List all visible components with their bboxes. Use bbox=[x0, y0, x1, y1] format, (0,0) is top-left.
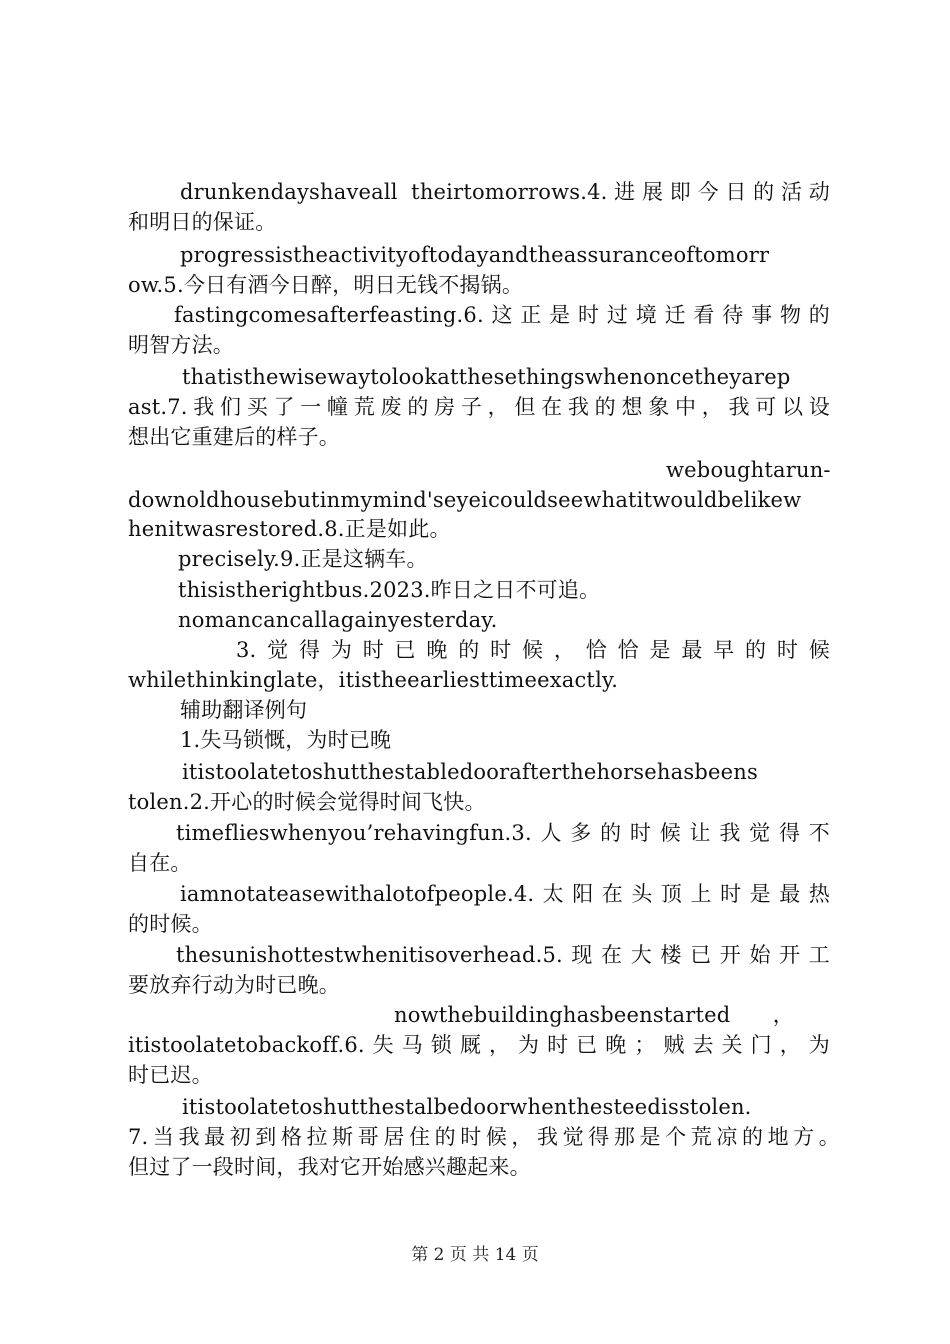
text-line: ow.5.今日有酒今日醉，明日无钱不揭锅。 bbox=[128, 273, 524, 297]
text-line: 时已迟。 bbox=[128, 1063, 213, 1087]
page-number-footer: 第 2 页 共 14 页 bbox=[411, 1245, 539, 1265]
text-line: weboughtarun- bbox=[666, 458, 831, 482]
text-line: itistoolatetobackoff.6.失马锁厩，为时已晚；贼去关门，为 bbox=[128, 1033, 830, 1057]
text-line: nomancancallagainyesterday. bbox=[178, 608, 498, 632]
text-line: 想出它重建后的样子。 bbox=[128, 425, 340, 449]
text-line: henitwasrestored.8.正是如此。 bbox=[128, 517, 451, 541]
text-line: 7.当我最初到格拉斯哥居住的时候，我觉得那是个荒凉的地方。 bbox=[128, 1125, 840, 1149]
text-line: tolen.2.开心的时候会觉得时间飞快。 bbox=[128, 790, 486, 814]
text-line: fastingcomesafterfeasting.6.这正是时过境迁看待事物的 bbox=[174, 303, 830, 327]
text-line: 要放弃行动为时已晚。 bbox=[128, 973, 340, 997]
text-line: 自在。 bbox=[128, 851, 192, 875]
text-line: iamnotateasewithalotofpeople.4.太阳在头顶上时是最热 bbox=[180, 882, 830, 906]
text-line: 1.失马锁慨，为时已晚 bbox=[180, 728, 392, 752]
text-line: 的时候。 bbox=[128, 912, 213, 936]
text-line: 辅助翻译例句 bbox=[180, 698, 308, 722]
text-line: nowthebuildinghasbeenstarted ， bbox=[394, 1003, 794, 1027]
text-line: 3.觉得为时已晚的时候，恰恰是最早的时候 bbox=[236, 638, 830, 662]
text-line: downoldhousebutinmymind'seyeicouldseewhatitwouldbelikew bbox=[128, 488, 802, 512]
text-line: thisistherightbus.2023.昨日之日不可追。 bbox=[178, 578, 601, 602]
text-line: thatisthewisewaytolookatthesethingswhenoncetheyarep bbox=[182, 365, 791, 389]
text-line: thesunishottestwhenitisoverhead.5.现在大楼已开始开工 bbox=[176, 943, 830, 967]
text-line: ast.7.我们买了一幢荒废的房子，但在我的想象中，我可以设 bbox=[128, 395, 830, 419]
text-line: 和明日的保证。 bbox=[128, 210, 277, 234]
text-line: itistoolatetoshutthestalbedoorwhenthesteedisstolen. bbox=[182, 1095, 752, 1119]
text-line: drunkendayshaveall theirtomorrows.4.进展即今日的活动 bbox=[180, 180, 830, 204]
text-line: precisely.9.正是这辆车。 bbox=[178, 547, 428, 571]
text-line: 但过了一段时间，我对它开始感兴趣起来。 bbox=[128, 1155, 531, 1179]
text-line: itistoolatetoshutthestabledoorafterthehorsehasbeens bbox=[182, 760, 758, 784]
text-line: whilethinkinglate，itistheearliesttimeexactly. bbox=[128, 668, 619, 692]
text-line: timeflieswhenyou’rehavingfun.3.人多的时候让我觉得不 bbox=[176, 821, 830, 845]
text-line: 明智方法。 bbox=[128, 333, 234, 357]
text-line: progressistheactivityoftodayandtheassuranceoftomorr bbox=[180, 243, 770, 267]
